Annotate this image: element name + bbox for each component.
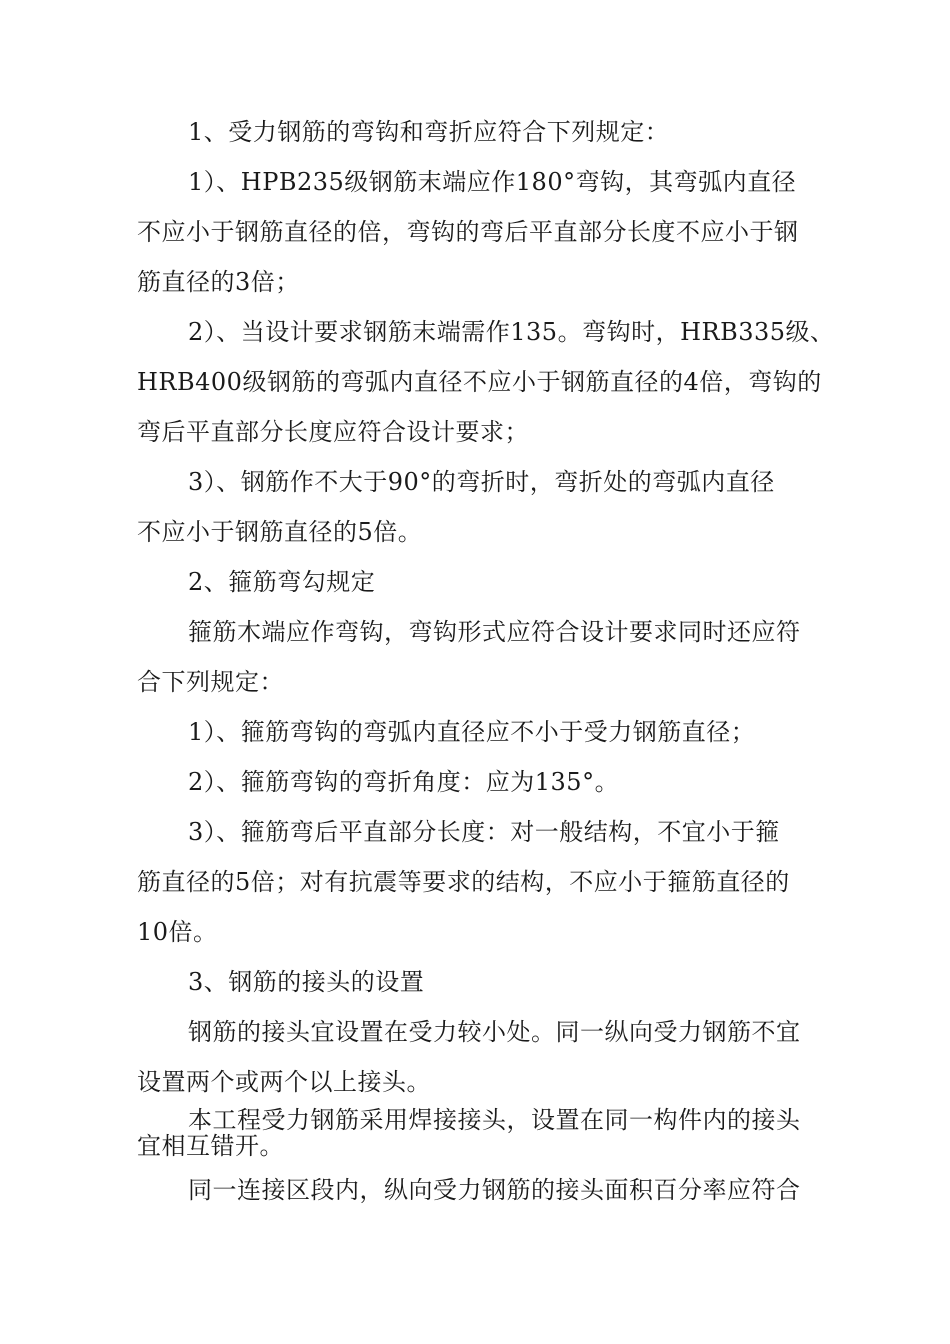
text-line: 1）、HPB235级钢筋末端应作180°弯钩，其弯弧内直径 [188,168,797,196]
text-line: 宜相互错开。 [137,1132,284,1160]
text-line: 3）、箍筋弯后平直部分长度：对一般结构，不宜小于箍 [188,818,780,846]
text-line: 弯后平直部分长度应符合设计要求； [137,418,529,446]
text-line: 1、受力钢筋的弯钩和弯折应符合下列规定： [188,118,670,146]
text-line: 本工程受力钢筋采用焊接接头，设置在同一构件内的接头 [188,1106,801,1134]
text-line: 钢筋的接头宜设置在受力较小处。同一纵向受力钢筋不宜 [188,1018,801,1046]
text-line: 3）、钢筋作不大于90°的弯折时，弯折处的弯弧内直径 [188,468,775,496]
text-line: 同一连接区段内，纵向受力钢筋的接头面积百分率应符合 [188,1176,801,1204]
text-line: 不应小于钢筋直径的5倍。 [137,518,423,546]
text-line: 不应小于钢筋直径的倍，弯钩的弯后平直部分长度不应小于钢 [137,218,799,246]
text-line: 合下列规定： [137,668,284,696]
text-line: HRB400级钢筋的弯弧内直径不应小于钢筋直径的4倍，弯钩的 [137,368,822,396]
text-line: 10倍。 [137,918,218,946]
text-line: 筋直径的3倍； [137,268,300,296]
text-line: 2）、当设计要求钢筋末端需作135。弯钩时，HRB335级、 [188,318,835,346]
section-heading: 2、箍筋弯勾规定 [188,568,376,596]
text-line: 筋直径的5倍；对有抗震等要求的结构，不应小于箍筋直径的 [137,868,790,896]
text-line: 2）、箍筋弯钩的弯折角度：应为135°。 [188,768,620,796]
text-line: 箍筋木端应作弯钩，弯钩形式应符合设计要求同时还应符 [188,618,801,646]
text-line: 设置两个或两个以上接头。 [137,1068,431,1096]
section-heading: 3、钢筋的接头的设置 [188,968,425,996]
text-line: 1）、箍筋弯钩的弯弧内直径应不小于受力钢筋直径； [188,718,756,746]
